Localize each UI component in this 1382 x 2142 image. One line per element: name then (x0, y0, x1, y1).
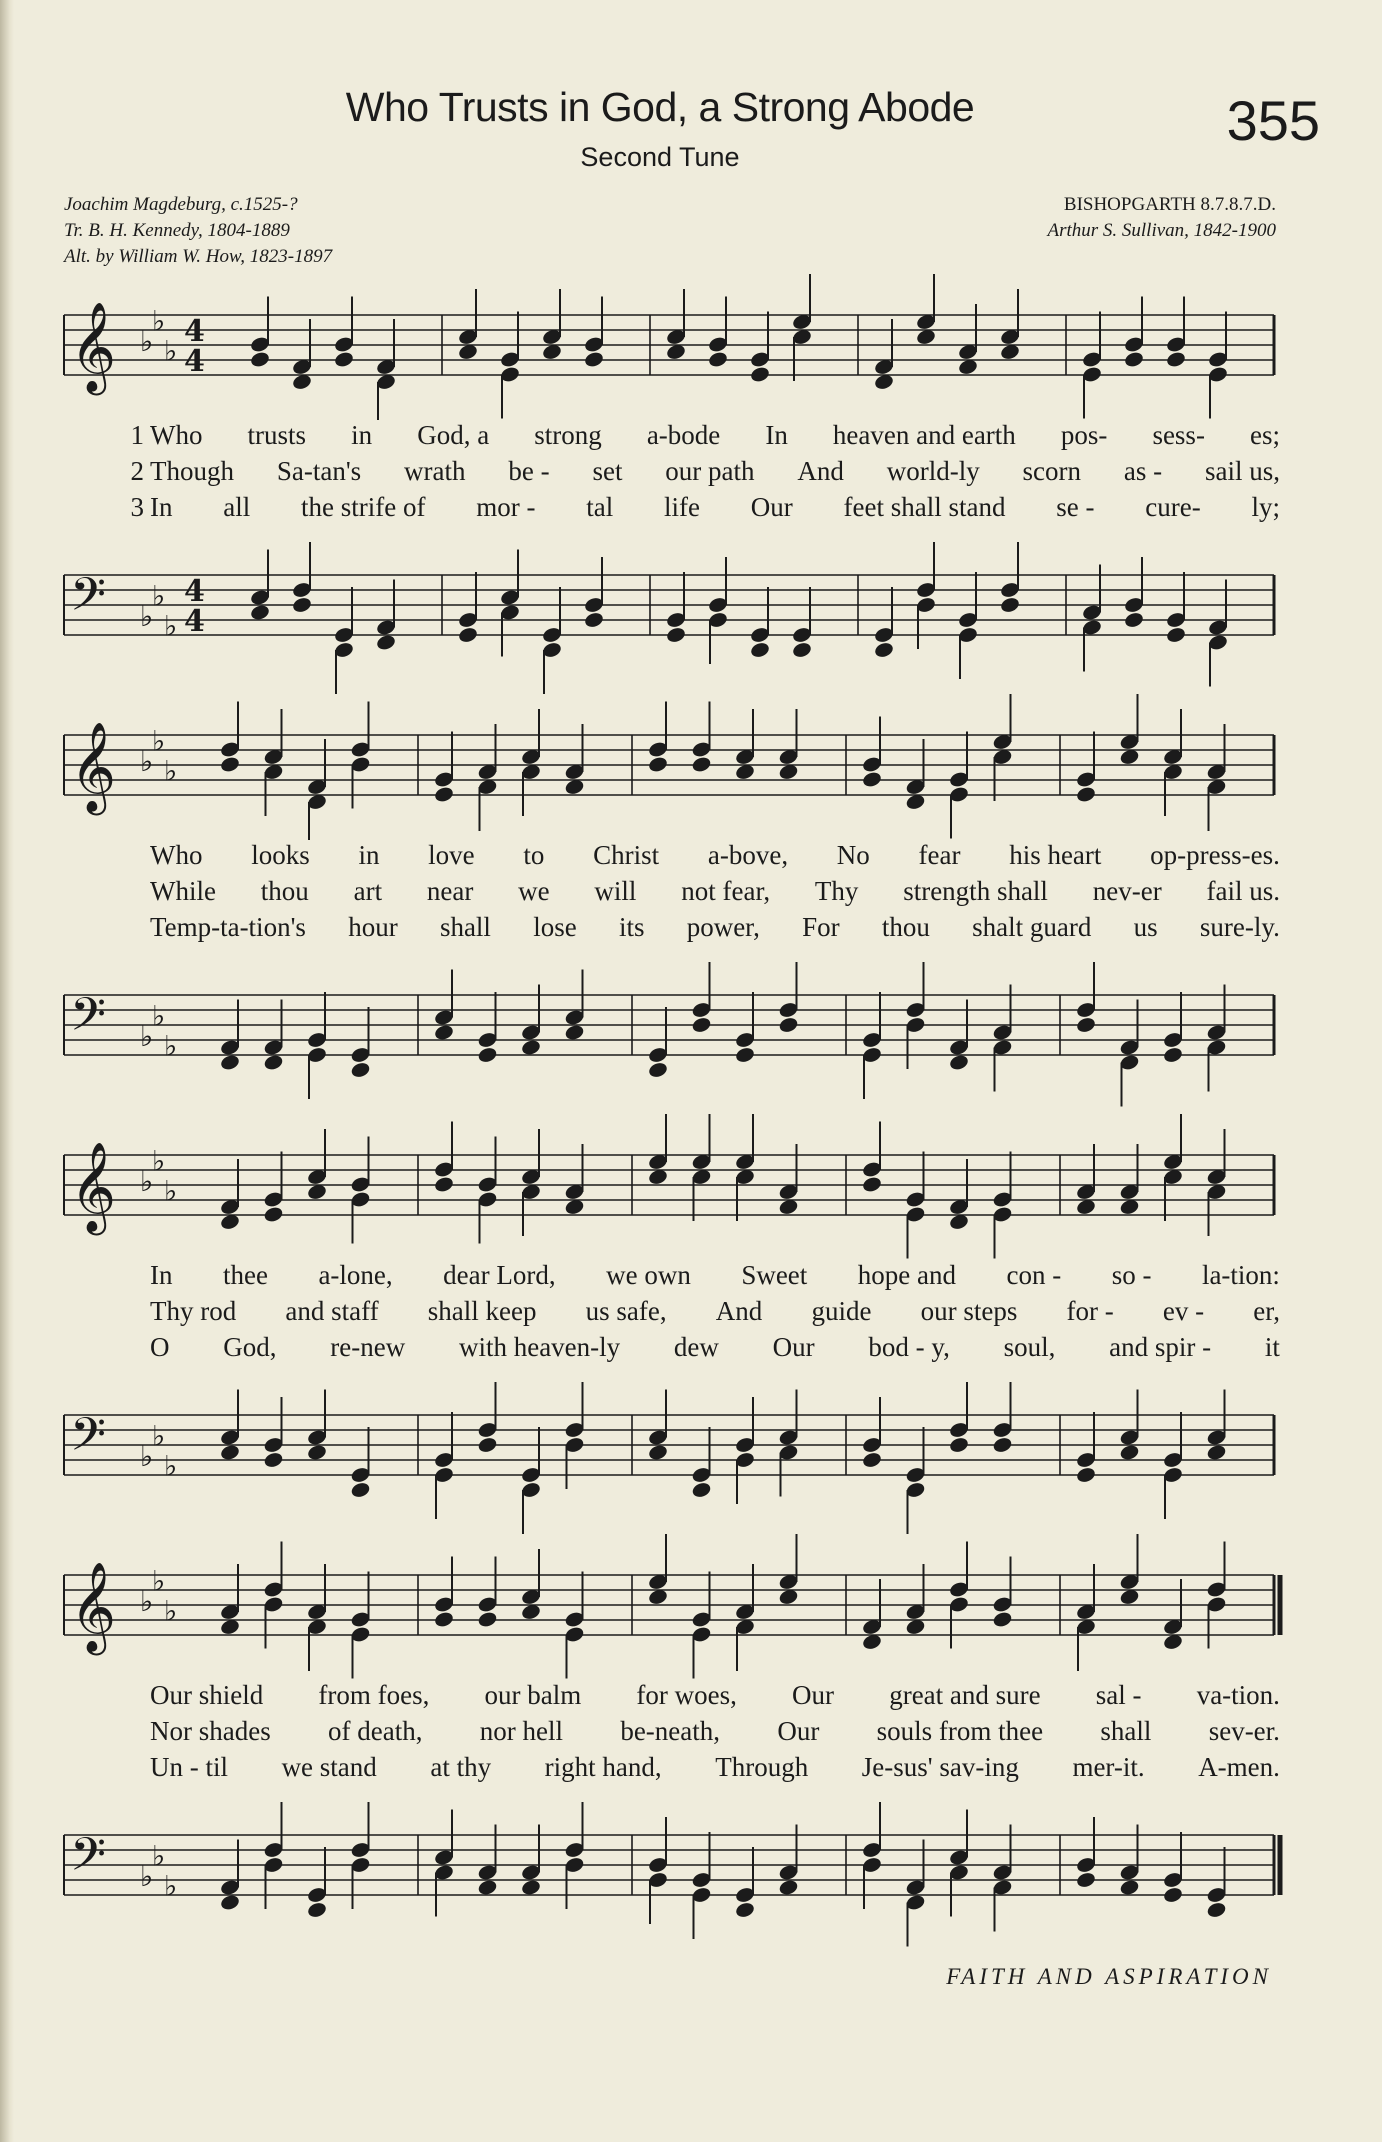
flat-icon: ♭ (140, 1440, 154, 1473)
note-head (707, 350, 728, 368)
lyric-word: ev - (1162, 1296, 1205, 1326)
note-head (263, 1451, 284, 1469)
lyric-word: a-bode (646, 420, 721, 450)
flat-icon: ♭ (164, 754, 178, 788)
lyric-word: we (518, 876, 550, 906)
tune-credits (1047, 192, 1276, 244)
lyric-word: it (1264, 1332, 1280, 1362)
lyric-word: sess- (1152, 420, 1205, 450)
flat-icon: ♭ (152, 999, 166, 1033)
lyric-word: fear (918, 840, 961, 870)
note-head (1162, 1046, 1183, 1064)
lyric-word: Temp-ta-tion's (150, 912, 306, 942)
lyric-word: sev-er. (1208, 1716, 1280, 1746)
note-head (219, 1443, 240, 1461)
lyric-line (150, 1716, 1280, 1752)
bass-clef-icon: 𝄢 (70, 568, 107, 633)
treble-clef-icon: 𝄞 (70, 302, 117, 392)
lyric-word: tal (586, 492, 614, 522)
treble-staff-1 (0, 270, 1382, 420)
hymn-subtitle: Second Tune (580, 142, 740, 172)
treble-clef-icon: 𝄞 (70, 1142, 117, 1232)
note-head (778, 1016, 799, 1034)
lyric-word: Our shield (150, 1680, 264, 1710)
lyric-word: O (150, 1332, 170, 1362)
lyric-word: us (1133, 912, 1158, 942)
note-head (647, 1443, 668, 1461)
note-head (306, 1443, 327, 1461)
lyric-line (150, 1680, 1280, 1716)
bass-staff-4 (0, 1795, 1382, 1955)
author-credit: Joachim Magdeburg, c.1525-? (64, 194, 298, 215)
lyric-word: No (836, 840, 870, 870)
lyric-word: art (353, 876, 383, 906)
lyric-word: con - (1006, 1260, 1062, 1290)
lyric-word: world-ly (886, 456, 980, 486)
lyric-word: fail us. (1206, 876, 1280, 906)
note-head (1162, 1886, 1183, 1904)
lyric-word: And (715, 1296, 763, 1326)
lyric-word: op-press-es. (1150, 840, 1280, 870)
note-head (457, 626, 478, 644)
lyric-word: bod - y, (868, 1332, 950, 1362)
lyric-line (130, 492, 1280, 528)
lyric-word: Who (150, 420, 203, 450)
lyric-word: looks (251, 840, 310, 870)
lyric-word: dear Lord, (443, 1260, 556, 1290)
flat-icon: ♭ (152, 1419, 166, 1453)
hymn-title: Who Trusts in God, a Strong Abode (345, 84, 975, 130)
lyric-word: sal - (1095, 1680, 1142, 1710)
treble-clef-icon: 𝄞 (70, 722, 117, 812)
lyric-word: thee (222, 1260, 268, 1290)
note-head (948, 1053, 969, 1071)
lyric-word: our balm (484, 1680, 582, 1710)
lyric-word: se - (1056, 492, 1095, 522)
note-head (520, 1038, 541, 1056)
hymn-header (0, 0, 1382, 280)
note-head (873, 641, 894, 659)
text-credits (64, 192, 332, 270)
verse-number: 2 (130, 456, 144, 486)
page-footer-category: FAITH AND ASPIRATION (946, 1964, 1272, 1989)
lyric-word: Who (150, 840, 203, 870)
translator-credit: Tr. B. H. Kennedy, 1804-1889 (64, 220, 290, 241)
note-head (1075, 1016, 1096, 1034)
lyric-word: In (150, 1260, 173, 1290)
lyric-word: nor hell (479, 1716, 564, 1746)
note-head (1119, 1878, 1140, 1896)
lyric-word: its (618, 912, 645, 942)
note-head (433, 1175, 454, 1193)
lyric-word: soul, (1003, 1332, 1056, 1362)
lyric-word: all (223, 492, 251, 522)
lyric-word: hope and (857, 1260, 956, 1290)
bass-staff-2 (0, 955, 1382, 1115)
lyric-word: Our (777, 1716, 820, 1746)
note-head (861, 1175, 882, 1193)
note-head (647, 755, 668, 773)
flat-icon: ♭ (140, 745, 154, 778)
lyric-word: be - (508, 456, 550, 486)
lyric-word: shalt guard (972, 912, 1092, 942)
lyric-word: shall (439, 912, 491, 942)
treble-staff-3 (0, 1110, 1382, 1260)
lyric-word: For (802, 912, 840, 942)
lyric-word: shall (1100, 1716, 1152, 1746)
lyric-word: Christ (593, 840, 660, 870)
lyric-word: of death, (328, 1716, 423, 1746)
bass-clef-icon: 𝄢 (70, 988, 107, 1053)
lyric-word: la-tion: (1201, 1260, 1280, 1290)
lyric-word: mer-it. (1072, 1752, 1145, 1782)
note-head (1165, 626, 1186, 644)
lyric-line (150, 912, 1280, 948)
flat-icon: ♭ (152, 1144, 166, 1178)
lyric-word: to (523, 840, 545, 870)
note-head (1123, 611, 1144, 629)
lyric-word: Sa-tan's (276, 456, 362, 486)
note-head (375, 633, 396, 651)
note-head (691, 1481, 712, 1499)
time-signature-digit: 4 (184, 314, 205, 349)
lyric-word: er, (1253, 1296, 1280, 1326)
time-signature-digit: 4 (184, 604, 205, 639)
lyric-word: cure- (1145, 492, 1201, 522)
verse-number: 3 (130, 492, 144, 522)
note-head (219, 755, 240, 773)
lyric-word: Our (750, 492, 793, 522)
note-head (749, 365, 770, 383)
note-head (306, 1901, 327, 1919)
bass-clef-icon: 𝄢 (70, 1828, 107, 1893)
flat-icon: ♭ (140, 325, 154, 358)
note-head (734, 1046, 755, 1064)
note-head (1075, 1871, 1096, 1889)
lyric-word: right hand, (544, 1752, 662, 1782)
lyric-word: While (150, 876, 216, 906)
hymn-number: 355 (1226, 89, 1320, 152)
lyric-word: love (428, 840, 475, 870)
note-head (477, 1046, 498, 1064)
lyric-word: strong (534, 420, 602, 450)
note-head (1119, 1443, 1140, 1461)
lyric-word: great and sure (889, 1680, 1041, 1710)
lyric-word: so - (1111, 1260, 1152, 1290)
flat-icon: ♭ (152, 724, 166, 758)
note-head (477, 1610, 498, 1628)
lyric-word: Our (792, 1680, 835, 1710)
flat-icon: ♭ (140, 1860, 154, 1893)
lyric-word: strength shall (903, 876, 1048, 906)
lyric-line (150, 876, 1280, 912)
lyric-word: And (797, 456, 844, 486)
note-head (350, 1481, 371, 1499)
note-head (1165, 350, 1186, 368)
lyric-line (150, 1296, 1280, 1332)
note-head (665, 626, 686, 644)
lyric-word: nev-er (1092, 876, 1162, 906)
lyric-word: souls from thee (876, 1716, 1044, 1746)
lyric-word: power, (686, 912, 760, 942)
lyric-word: as - (1123, 456, 1163, 486)
note-head (691, 1016, 712, 1034)
note-head (992, 1436, 1013, 1454)
note-head (249, 603, 270, 621)
note-head (691, 755, 712, 773)
note-head (433, 1023, 454, 1041)
flat-icon: ♭ (164, 334, 178, 368)
note-head (992, 1610, 1013, 1628)
note-head (583, 350, 604, 368)
lyric-line (130, 420, 1280, 456)
lyric-word: will (594, 876, 637, 906)
note-head (219, 1893, 240, 1911)
lyrics-block-1 (130, 420, 1280, 528)
lyrics-block-3 (150, 1260, 1280, 1368)
flat-icon: ♭ (152, 304, 166, 338)
lyric-word: sure-ly. (1199, 912, 1280, 942)
treble-staff-4 (0, 1530, 1382, 1680)
lyric-word: our steps (920, 1296, 1018, 1326)
note-head (861, 770, 882, 788)
lyric-word: the strife of (301, 492, 426, 522)
flat-icon: ♭ (164, 1449, 178, 1483)
verse-number: 1 (130, 420, 144, 450)
note-head (1075, 1466, 1096, 1484)
time-signature-digit: 4 (184, 574, 205, 609)
note-head (749, 641, 770, 659)
lyric-word: Un - til (150, 1752, 228, 1782)
note-head (564, 1023, 585, 1041)
lyric-word: his heart (1009, 840, 1102, 870)
bass-clef-icon: 𝄢 (70, 1408, 107, 1473)
lyric-word: in (351, 420, 373, 450)
lyric-word: God, a (417, 420, 490, 450)
note-head (647, 1061, 668, 1079)
flat-icon: ♭ (152, 579, 166, 613)
lyric-word: in (358, 840, 380, 870)
lyric-word: near (426, 876, 474, 906)
note-head (219, 1053, 240, 1071)
note-head (861, 1451, 882, 1469)
lyric-word: shall keep (427, 1296, 537, 1326)
lyric-word: trusts (247, 420, 307, 450)
lyric-word: we own (606, 1260, 691, 1290)
lyric-word: God, (223, 1332, 277, 1362)
lyric-word: Thy rod (150, 1296, 237, 1326)
lyric-word: a-bove, (707, 840, 789, 870)
note-head (263, 1053, 284, 1071)
note-head (433, 785, 454, 803)
lyric-word: In (765, 420, 788, 450)
lyric-word: for - (1066, 1296, 1114, 1326)
lyric-word: Je-sus' sav-ing (861, 1752, 1019, 1782)
lyric-word: be-neath, (620, 1716, 721, 1746)
flat-icon: ♭ (164, 1174, 178, 1208)
alteration-credit: Alt. by William W. How, 1823-1897 (64, 246, 333, 267)
note-head (999, 596, 1020, 614)
lyric-word: Through (715, 1752, 809, 1782)
note-head (520, 1878, 541, 1896)
note-head (263, 1205, 284, 1223)
note-head (477, 1878, 498, 1896)
note-head (778, 1878, 799, 1896)
lyric-word: life (664, 492, 700, 522)
lyric-word: hour (348, 912, 398, 942)
lyric-line (150, 1332, 1280, 1368)
lyric-word: Nor shades (150, 1716, 271, 1746)
lyric-word: Though (150, 456, 234, 486)
lyric-word: scorn (1022, 456, 1082, 486)
lyric-word: dew (673, 1332, 719, 1362)
lyric-word: at thy (430, 1752, 492, 1782)
lyric-word: not fear, (681, 876, 771, 906)
lyric-word: for woes, (636, 1680, 737, 1710)
lyric-word: set (592, 456, 623, 486)
lyric-word: with heaven-ly (458, 1332, 621, 1362)
lyric-word: heaven and earth (832, 420, 1016, 450)
lyric-word: Thy (814, 876, 859, 906)
flat-icon: ♭ (140, 600, 154, 633)
note-head (1075, 785, 1096, 803)
lyric-word: es; (1250, 420, 1280, 450)
note-head (350, 1061, 371, 1079)
lyric-line (150, 1752, 1280, 1788)
flat-icon: ♭ (164, 1029, 178, 1063)
lyric-word: and spir - (1109, 1332, 1212, 1362)
flat-icon: ♭ (140, 1165, 154, 1198)
lyric-word: a-lone, (318, 1260, 393, 1290)
note-head (734, 1901, 755, 1919)
flat-icon: ♭ (164, 1594, 178, 1628)
lyric-word: us safe, (585, 1296, 667, 1326)
lyric-word: guide (811, 1296, 872, 1326)
lyric-word: re-new (330, 1332, 406, 1362)
note-head (1206, 1443, 1227, 1461)
flat-icon: ♭ (152, 1839, 166, 1873)
lyric-word: Sweet (741, 1260, 808, 1290)
lyric-word: and staff (285, 1296, 379, 1326)
lyric-word: lose (533, 912, 577, 942)
lyric-word: sail us, (1204, 456, 1280, 486)
note-head (1206, 1901, 1227, 1919)
flat-icon: ♭ (164, 1869, 178, 1903)
lyric-word: wrath (404, 456, 466, 486)
composer-credit: Arthur S. Sullivan, 1842-1900 (1047, 220, 1276, 241)
lyrics-block-4 (150, 1680, 1280, 1788)
treble-staff-2 (0, 690, 1382, 840)
flat-icon: ♭ (140, 1020, 154, 1053)
lyric-word: thou (260, 876, 309, 906)
lyric-word: from foes, (318, 1680, 430, 1710)
lyric-line (130, 456, 1280, 492)
note-head (433, 1610, 454, 1628)
lyric-word: thou (881, 912, 930, 942)
bass-staff-3 (0, 1375, 1382, 1535)
lyric-word: pos- (1060, 420, 1108, 450)
note-head (791, 641, 812, 659)
note-head (249, 350, 270, 368)
flat-icon: ♭ (164, 609, 178, 643)
flat-icon: ♭ (152, 1564, 166, 1598)
flat-icon: ♭ (140, 1585, 154, 1618)
lyric-word: our path (665, 456, 755, 486)
note-head (477, 1436, 498, 1454)
lyric-word: ly; (1251, 492, 1280, 522)
note-head (583, 611, 604, 629)
note-head (1123, 350, 1144, 368)
tune-name: BISHOPGARTH 8.7.8.7.D. (1063, 194, 1276, 215)
note-head (333, 350, 354, 368)
lyric-word: A-men. (1198, 1752, 1280, 1782)
note-head (948, 1436, 969, 1454)
time-signature-digit: 4 (184, 344, 205, 379)
lyric-line (150, 840, 1280, 876)
lyric-word: mor - (476, 492, 536, 522)
lyric-word: In (150, 492, 173, 522)
lyric-word: feet shall stand (843, 492, 1006, 522)
lyrics-block-2 (150, 840, 1280, 948)
bass-staff-1 (0, 535, 1382, 695)
lyric-word: we stand (281, 1752, 377, 1782)
lyric-word: va-tion. (1196, 1680, 1280, 1710)
note-head (291, 596, 312, 614)
lyric-line (150, 1260, 1280, 1296)
treble-clef-icon: 𝄞 (70, 1562, 117, 1652)
lyric-word: Our (772, 1332, 815, 1362)
